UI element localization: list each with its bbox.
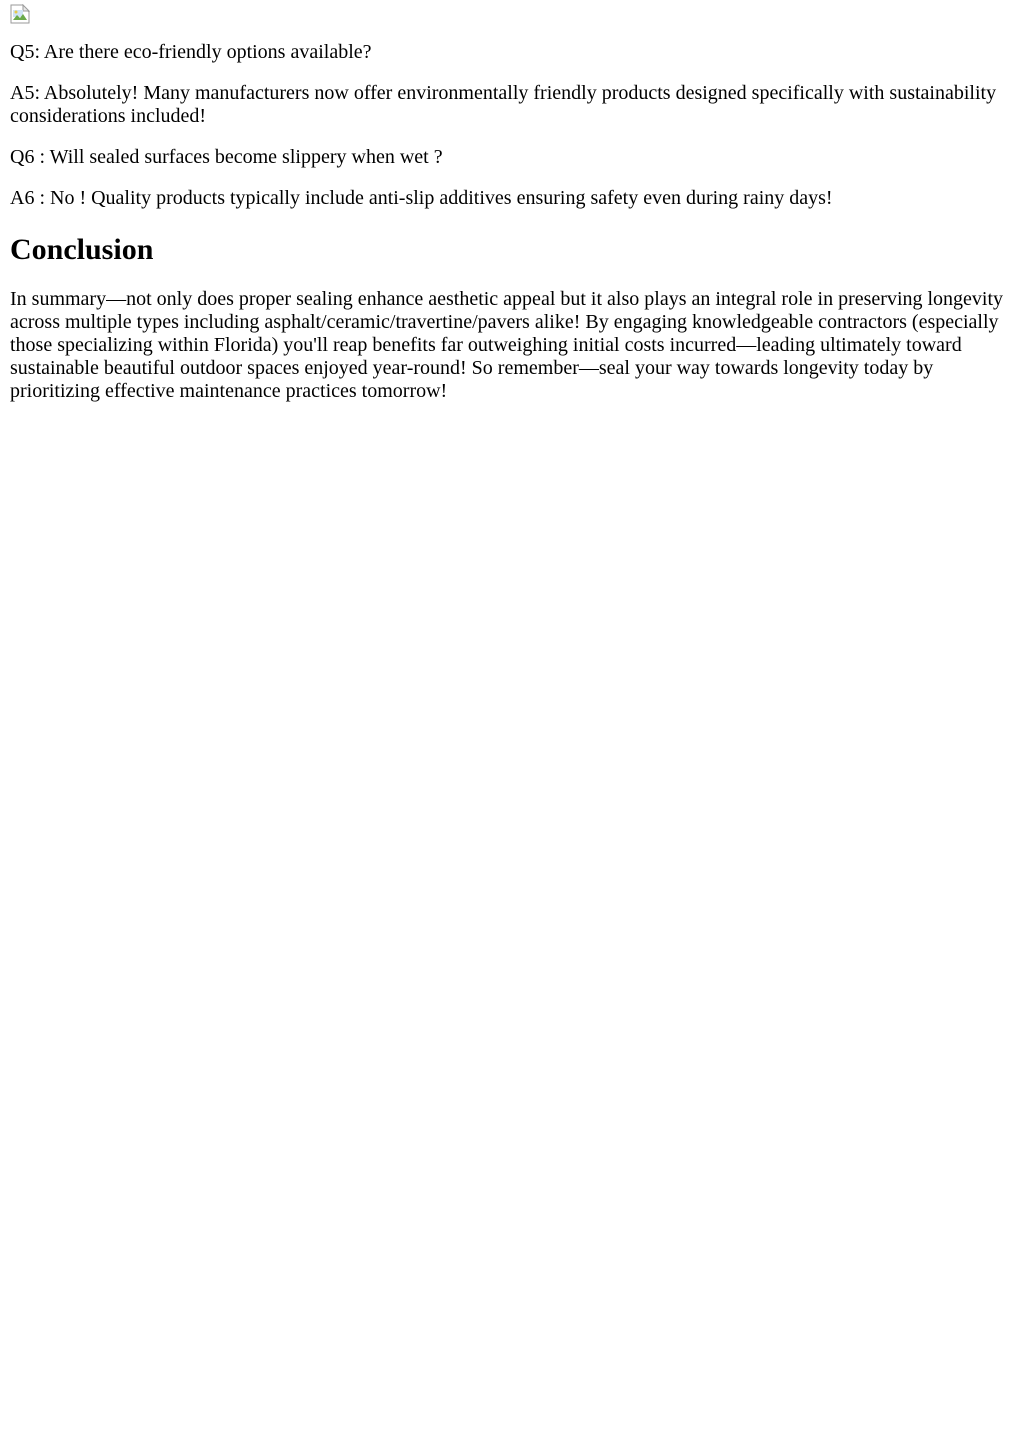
faq-answer-6: A6 : No ! Quality products typically include anti-slip additives ensuring safety even during rainy days! <box>10 187 833 209</box>
faq-question-6: Q6 : Will sealed surfaces become slippery when wet ? <box>10 146 443 168</box>
article-content <box>0 4 1024 403</box>
faq-answer-5: A5: Absolutely! Many manufacturers now offer environmentally friendly products designed specifically with sustainability considerations included! <box>10 82 997 127</box>
broken-image-icon <box>10 4 30 24</box>
conclusion-heading: Conclusion <box>10 233 154 266</box>
conclusion-paragraph: In summary—not only does proper sealing enhance aesthetic appeal but it also plays an integral role in preserving longevity across multiple types including asphalt/ceramic/travertine/pavers alike! By engaging knowledgeable contractors (especially those specializing within Florida) you'll reap benefits far outweighing initial costs incurred—leading ultimately toward sustainable beautiful outdoor spaces enjoyed year-round! So remember—seal your way towards longevity today by prioritizing effective maintenance practices tomorrow! <box>10 288 1004 402</box>
faq-question-5: Q5: Are there eco-friendly options available? <box>10 41 372 63</box>
